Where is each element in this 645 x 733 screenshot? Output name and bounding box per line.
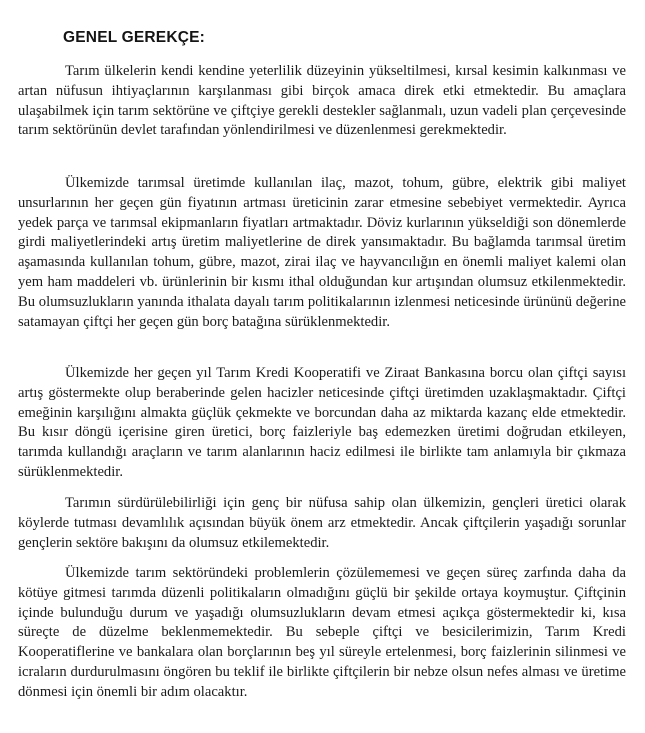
section-heading: GENEL GEREKÇE: — [63, 29, 206, 46]
paragraph-3: Ülkemizde her geçen yıl Tarım Kredi Kooperatifi ve Ziraat Bankasına borcu olan çiftçi sayısı artış göstermekte olup beraberinde gelen hacizler neticesinde çiftçi üretimden uzaklaşmaktadır. Çiftçi emeğinin karşılığını almakta güçlük çekmekte ve borcundan daha az miktarda kazanç elde etmektedir. Bu kısır döngü içerisine giren üretici, borç faizleriyle baş edemezken üretimi doğrudan etkileyen, tarımda kullandığı araçların ve tarım alanlarının haciz edilmesi ile birlikte tam anlamıyla bir çıkmaza sürüklenmektedir. — [18, 365, 626, 480]
paragraph-5: Ülkemizde tarım sektöründeki problemlerin çözülememesi ve geçen süreç zarfında daha da kötüye gitmesi tarımda düzenli politikaların olmadığını güçlü bir şekilde ortaya koymuştur. Çiftçinin içinde bulunduğu durum ve yaşadığı olumsuzlukların devam etmesi açıkça göstermektedir ki, kısa süreçte de düzelme beklenmemektedir. Bu sebeple çiftçi ve besicilerimizin, Tarım Kredi Kooperatiflerine ve bankalara olan borçlarının beş yıl süreyle ertelenmesi, borç faizlerinin silinmesi ve icraların durdurulmasını öngören bu teklif ile birlikte çiftçilerin bir nebze olsun nefes alması ve üretime dönmesi için önemli bir adım olacaktır. — [18, 565, 626, 700]
paragraph-4: Tarımın sürdürülebilirliği için genç bir nüfusa sahip olan ülkemizin, gençleri üretici olarak köylerde tutması devamlılık açısından büyük önem arz etmektedir. Ancak çiftçilerin yaşadığı sorunlar gençlerin sektöre bakışını da olumsuz etkilemektedir. — [18, 495, 626, 551]
paragraph-1: Tarım ülkelerin kendi kendine yeterlilik düzeyinin yükseltilmesi, kırsal kesimin kalkınması ve artan nüfusun ihtiyaçlarının karşılanması gibi birçok amaca direk etki etmektedir. Bu amaçlara ulaşabilmek için tarım sektörüne ve çiftçiye gerekli destekler sağlanmalı, uzun vadeli plan çerçevesinde tarım sektörünün devlet tarafından yönlendirilmesi ve düzenlenmesi gerekmektedir. — [18, 63, 626, 139]
paragraph-2: Ülkemizde tarımsal üretimde kullanılan ilaç, mazot, tohum, gübre, elektrik gibi maliyet unsurlarının her geçen gün fiyatının artması üreticinin zarar etmesine sebebiyet vermektedir. Ayrıca yedek parça ve tarımsal ekipmanların fiyatları artmaktadır. Döviz kurlarının yükseldiği son dönemlerde girdi maliyetlerindeki artış üretim maliyetlerine de direk yansımaktadır. Bu bağlamda tarımsal üretim aşamasında kullanılan tohum, gübre, mazot, zirai ilaç ve hayvancılığın en önemli maliyet kalemi olan yem ham maddeleri vb. ürünlerinin bir kısmı ithal olduğundan kur artışından olumsuz etkilenmektedir. Bu olumsuzlukların yanında ithalata dayalı tarım politikalarının izlenmesi neticesinde ürününü değerine satamayan çiftçi her geçen gün borç batağına sürüklenmektedir. — [18, 175, 626, 330]
